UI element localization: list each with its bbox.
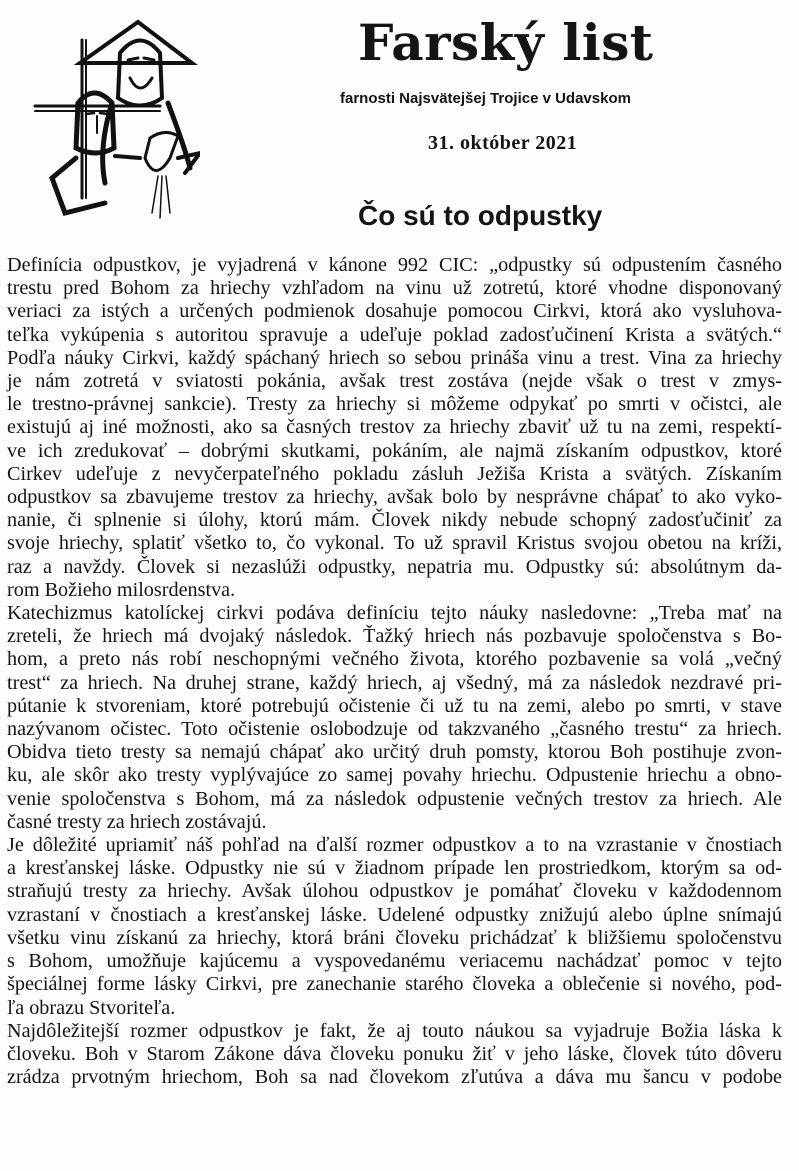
issue-date: 31. október 2021 bbox=[428, 132, 578, 154]
article-line: hom, a preto nás robí neschopnými večného života, ktorého pozbavenie sa volá „večný bbox=[7, 648, 782, 671]
article-line: venie spoločenstva s Bohom, má za následok odpustenie večných trestov za hriech. Ale bbox=[7, 787, 782, 810]
article-line: rom Božieho milosrdenstva. bbox=[7, 578, 236, 601]
article-line: ku, ale skôr ako tresty vyplývajúce zo samej povahy hriechu. Odpustenie hriechu a obno- bbox=[7, 764, 782, 787]
article-line: s Bohom, umožňuje kajúcemu a vyspovedanému veriacemu nachádzať pomoc v tejto bbox=[7, 950, 782, 973]
article-line: teľka vykúpenia s autoritou spravuje a udeľuje poklad zadosťučinení Krista a svätých.“ bbox=[7, 323, 782, 346]
article-line: zrádza prvotným hriechom, Boh sa nad človekom zľutúva a dáva mu šancu v podobe bbox=[7, 1066, 782, 1089]
article-line: trest“ za hriech. Na druhej strane, každý hriech, aj všedný, má za následok nezdravé pri- bbox=[7, 671, 782, 694]
article-line: Obidva tieto tresty sa nemajú chápať ako určitý druh pomsty, ktorou Boh postihuje zvon- bbox=[7, 741, 782, 764]
article-line: Podľa náuky Cirkvi, každý spáchaný hriech so sebou prináša vinu a trest. Vina za hriechy bbox=[7, 346, 782, 369]
article-body bbox=[7, 254, 782, 1089]
article-line: časné tresty za hriech zostávajú. bbox=[7, 810, 267, 833]
article-title: Čo sú to odpustky bbox=[358, 200, 603, 231]
article-line: zreteli, že hriech má dvojaký následok. Ťažký hriech nás pozbavuje spoločenstva s Bo- bbox=[7, 625, 782, 648]
article-line: nanie, či splnenie si úlohy, ktorú mám. Človek nikdy nebude schopný zadosťučiniť za bbox=[7, 509, 782, 532]
article-line: Je dôležité upriamiť náš pohľad na ďalší rozmer odpustkov a to na vzrastanie v čnostiach bbox=[7, 834, 782, 857]
article-line: nazývanom očistec. Toto očistenie oslobodzuje od takzvaného „časného trestu“ za hriech. bbox=[7, 718, 782, 741]
article-line: ľa obrazu Stvoriteľa. bbox=[7, 996, 176, 1019]
article-line: ve ich zredukovať – dobrými skutkami, pokáním, ale najmä získaním odpustkov, ktoré bbox=[7, 439, 782, 462]
parish-subtitle: farnosti Najsvätejšej Trojice v Udavskom bbox=[340, 90, 631, 107]
article-line: veriaci za istých a určených podmienok dosahuje pomocou Cirkvi, ktorá ako vysluhova- bbox=[7, 300, 782, 323]
article-line: Najdôležitejší rozmer odpustkov je fakt, že aj touto náukou sa vyjadruje Božia láska k bbox=[7, 1019, 782, 1042]
article-line: existujú aj iné možnosti, ako sa časných trestov za hriechy zbaviť už tu na zemi, respektí- bbox=[7, 416, 782, 439]
article-line: svoje hriechy, splatiť všetko to, čo vykonal. To už spravil Kristus svojou obetou na kríži, bbox=[7, 532, 782, 555]
newsletter-title: Farský list bbox=[358, 13, 654, 72]
holy-trinity-illustration-icon bbox=[20, 8, 200, 223]
article-line: vzrastaní v čnostiach a kresťanskej láske. Udelené odpustky znižujú alebo úplne snímajú bbox=[7, 903, 782, 926]
article-line: človeku. Boh v Starom Zákone dáva človeku ponuku žiť v jeho láske, človek túto dôveru bbox=[7, 1042, 782, 1065]
article-line: Definícia odpustkov, je vyjadrená v kánone 992 CIC: „odpustky sú odpustením časného bbox=[7, 254, 782, 276]
article-line: pútanie k stvoreniam, ktoré potrebujú očistenie či už tu na zemi, alebo po smrti, v stave bbox=[7, 694, 782, 717]
article-line: odpustkov sa zbavujeme trestov za hriechy, avšak bolo by nesprávne chápať to ako vyko- bbox=[7, 486, 782, 509]
article-line: a kresťanskej láske. Odpustky nie sú v žiadnom prípade len prostriedkom, ktorým sa od- bbox=[7, 857, 782, 880]
article-line: raz a navždy. Človek si nezaslúži odpustky, nepatria mu. Odpustky sú: absolútnym da- bbox=[7, 555, 782, 578]
article-line: Cirkev udeľuje z nevyčerpateľného pokladu zásluh Ježiša Krista a svätých. Získaním bbox=[7, 462, 782, 485]
article-line: Katechizmus katolíckej cirkvi podáva definíciu tejto náuky nasledovne: „Treba mať na bbox=[7, 602, 782, 625]
article-line: trestu pred Bohom za hriechy vzhľadom na vinu už zotretú, ktoré vhodne disponovaný bbox=[7, 277, 782, 300]
article-line: straňujú tresty za hriechy. Avšak úlohou odpustkov je pomáhať človeku v každodennom bbox=[7, 880, 782, 903]
article-line: špeciálnej forme lásky Cirkvi, pre zanechanie starého človeka a oblečenie si nového, pod- bbox=[7, 973, 782, 996]
article-line: všetku vinu získanú za hriechy, ktorá bráni človeku prichádzať k bližšiemu spoločenstvu bbox=[7, 926, 782, 949]
article-line: je nám zotretá v sviatosti pokánia, avšak trest zostáva (nejde však o trest v zmys- bbox=[7, 370, 782, 393]
article-line: le trestno-právnej sankcie). Tresty za hriechy si môžeme odpykať po smrti v očistci, ale bbox=[7, 393, 782, 416]
